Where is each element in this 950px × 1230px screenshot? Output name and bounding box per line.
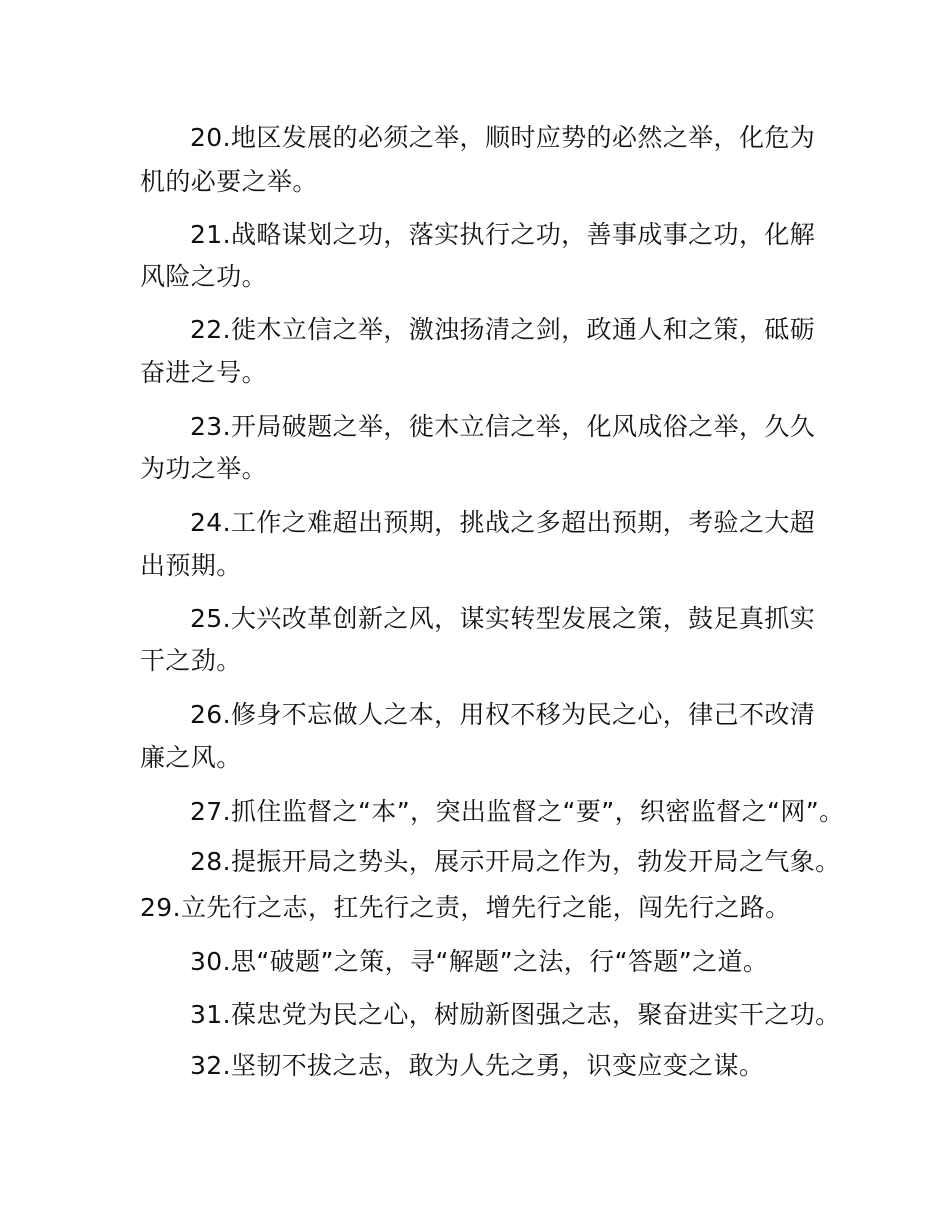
item-21-line-1: 21.战略谋划之功，落实执行之功，善事成事之功，化解 bbox=[190, 220, 816, 249]
item-22-line-2: 奋进之号。 bbox=[140, 358, 268, 387]
item-21-line-2: 风险之功。 bbox=[140, 262, 268, 291]
item-24-line-1: 24.工作之难超出预期，挑战之多超出预期，考验之大超 bbox=[190, 508, 816, 537]
item-32: 32.坚韧不拔之志，敢为人先之勇，识变应变之谋。 bbox=[190, 1051, 765, 1080]
item-25-line-1: 25.大兴改革创新之风，谋实转型发展之策，鼓足真抓实 bbox=[190, 604, 816, 633]
item-20-line-1: 20.地区发展的必须之举，顺时应势的必然之举，化危为 bbox=[190, 123, 816, 152]
item-27: 27.抓住监督之“本”，突出监督之“要”，织密监督之“网”。 bbox=[190, 797, 845, 826]
item-23-line-2: 为功之举。 bbox=[140, 454, 268, 483]
item-26-line-2: 廉之风。 bbox=[140, 743, 242, 772]
item-31: 31.葆忠党为民之心，树励新图强之志，聚奋进实干之功。 bbox=[190, 1000, 841, 1029]
item-29: 29.立先行之志，扛先行之责，增先行之能，闯先行之路。 bbox=[140, 893, 791, 922]
item-20-line-2: 机的必要之举。 bbox=[140, 167, 318, 196]
item-28: 28.提振开局之势头，展示开局之作为，勃发开局之气象。 bbox=[190, 847, 841, 876]
item-24-line-2: 出预期。 bbox=[140, 551, 242, 580]
item-26-line-1: 26.修身不忘做人之本，用权不移为民之心，律己不改清 bbox=[190, 700, 816, 729]
item-30: 30.思“破题”之策，寻“解题”之法，行“答题”之道。 bbox=[190, 947, 769, 976]
item-22-line-1: 22.徙木立信之举，激浊扬清之剑，政通人和之策，砥砺 bbox=[190, 315, 816, 344]
item-25-line-2: 干之劲。 bbox=[140, 646, 242, 675]
item-23-line-1: 23.开局破题之举，徙木立信之举，化风成俗之举，久久 bbox=[190, 412, 816, 441]
